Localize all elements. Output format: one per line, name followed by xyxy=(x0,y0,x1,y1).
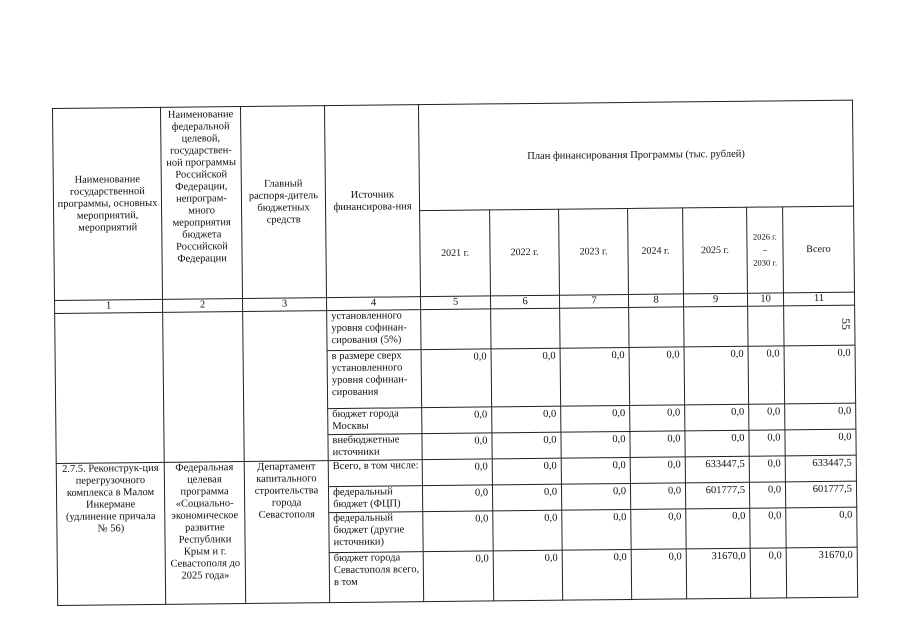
value-cell: 0,0 xyxy=(750,548,787,598)
value-cell xyxy=(684,306,748,347)
year-range-dash: – xyxy=(762,244,768,255)
header-financing-plan: План финансирования Программы (тыс. рублей) xyxy=(418,100,853,211)
column-number: 7 xyxy=(559,294,628,308)
value-cell: 0,0 xyxy=(423,511,493,552)
value-cell: 0,0 xyxy=(422,459,492,486)
value-cell: 0,0 xyxy=(785,403,856,430)
value-cell: 0,0 xyxy=(749,456,785,482)
value-cell: 0,0 xyxy=(631,509,686,550)
source-cell: бюджет города Севастополя всего, в том xyxy=(329,552,424,603)
column-number: 2 xyxy=(163,299,243,313)
value-cell: 0,0 xyxy=(631,549,687,600)
value-cell: 0,0 xyxy=(560,347,630,406)
value-cell: 0,0 xyxy=(561,457,630,484)
value-cell: 0,0 xyxy=(561,483,630,510)
value-cell: 0,0 xyxy=(422,407,492,434)
value-cell: 0,0 xyxy=(686,508,750,549)
value-cell: 0,0 xyxy=(748,346,785,404)
header-year-2024: 2024 г. xyxy=(628,208,684,295)
header-funding-source: Источник финансирова-ния xyxy=(324,105,420,298)
header-activity-name: Наименование государственной программы, основных мероприятий, мероприятий xyxy=(53,107,163,300)
federal-program-cell: Федеральная целевая программа «Социально-экономическое развитие Республики Крым и г. Севастополя до 2025 года» xyxy=(164,462,245,605)
value-cell: 0,0 xyxy=(562,549,632,600)
source-cell: бюджет города Москвы xyxy=(328,408,422,435)
value-cell: 0,0 xyxy=(630,457,685,484)
value-cell: 31670,0 xyxy=(786,547,858,598)
manager-cell-empty xyxy=(243,311,329,462)
value-cell: 0,0 xyxy=(750,508,786,548)
column-number: 10 xyxy=(747,293,783,306)
header-year-2026-2030 xyxy=(747,207,784,293)
value-cell: 0,0 xyxy=(492,484,561,511)
program-cell-empty xyxy=(163,312,245,463)
value-cell: 0,0 xyxy=(493,510,562,551)
value-cell: 0,0 xyxy=(786,507,857,548)
value-cell: 31670,0 xyxy=(686,548,751,599)
value-cell: 0,0 xyxy=(422,485,492,512)
source-cell: федеральный бюджет (другие источники) xyxy=(329,512,423,553)
value-cell: 0,0 xyxy=(630,431,685,458)
value-cell: 0,0 xyxy=(749,430,785,456)
column-number: 3 xyxy=(243,298,327,312)
value-cell: 0,0 xyxy=(685,430,749,457)
value-cell: 0,0 xyxy=(421,349,492,408)
year-range-end: 2030 г. xyxy=(753,257,778,268)
value-cell: 0,0 xyxy=(561,431,630,458)
value-cell: 0,0 xyxy=(561,405,630,432)
source-cell: в размере сверх установленного уровня софинан-сирования xyxy=(327,350,422,409)
value-cell: 0,0 xyxy=(749,482,785,508)
source-cell: установленного уровня софинан-сирования (5%) xyxy=(327,310,421,351)
column-number: 11 xyxy=(783,292,854,306)
value-cell: 633447,5 xyxy=(785,455,856,482)
header-total: Всего xyxy=(783,206,855,293)
source-cell: Всего, в том числе: xyxy=(328,460,422,487)
header-year-2021: 2021 г. xyxy=(420,210,491,297)
column-number: 8 xyxy=(628,294,683,308)
value-cell: 0,0 xyxy=(491,348,561,407)
financing-table xyxy=(52,100,858,606)
value-cell: 601777,5 xyxy=(785,481,856,508)
header-budget-manager: Главный распоря-дитель бюджетных средств xyxy=(240,106,326,299)
source-cell: федеральный бюджет (ФЦП) xyxy=(328,486,422,513)
column-number: 4 xyxy=(327,297,421,311)
budget-manager-cell: Департамент капитального строительства города Севастополя xyxy=(244,461,329,604)
page-number: 55 xyxy=(839,318,853,330)
value-cell xyxy=(491,308,560,349)
value-cell: 601777,5 xyxy=(685,482,749,509)
value-cell xyxy=(748,306,784,346)
value-cell: 0,0 xyxy=(492,432,561,459)
column-number: 1 xyxy=(55,299,163,313)
value-cell: 0,0 xyxy=(685,404,749,431)
value-cell: 0,0 xyxy=(562,509,631,550)
column-number: 5 xyxy=(420,296,490,310)
header-federal-program: Наименование федеральной целевой, государствен-ной программы Российской Федерации, непрограм-много мероприятия бюджета Российской Федерации xyxy=(160,107,242,300)
value-cell: 0,0 xyxy=(629,347,685,406)
value-cell: 0,0 xyxy=(630,405,685,432)
value-cell: 0,0 xyxy=(684,346,749,405)
value-cell: 0,0 xyxy=(749,404,785,430)
value-cell: 633447,5 xyxy=(685,456,749,483)
activity-cell-empty xyxy=(55,312,165,463)
value-cell: 0,0 xyxy=(492,406,561,433)
column-number: 6 xyxy=(490,295,559,309)
value-cell xyxy=(629,307,684,348)
value-cell: 0,0 xyxy=(493,550,563,601)
value-cell xyxy=(560,307,629,348)
value-cell: 0,0 xyxy=(785,429,856,456)
activity-name-cell: 2.7.5. Реконструк-ция перегрузочного комплекса в Малом Инкермане (удлинение причала № 56) xyxy=(56,462,165,605)
header-year-2023: 2023 г. xyxy=(559,208,629,295)
header-year-2022: 2022 г. xyxy=(490,209,560,296)
value-cell: 0,0 xyxy=(492,458,561,485)
column-number: 9 xyxy=(683,293,747,307)
value-cell: 0,0 xyxy=(630,483,685,510)
value-cell: 0,0 xyxy=(784,345,856,404)
source-cell: внебюджетные источники xyxy=(328,434,422,461)
value-cell: 0,0 xyxy=(423,551,494,602)
value-cell: 0,0 xyxy=(422,433,492,460)
value-cell xyxy=(421,309,491,350)
year-range-start: 2026 г. xyxy=(752,231,777,242)
header-year-2025: 2025 г. xyxy=(683,207,748,294)
